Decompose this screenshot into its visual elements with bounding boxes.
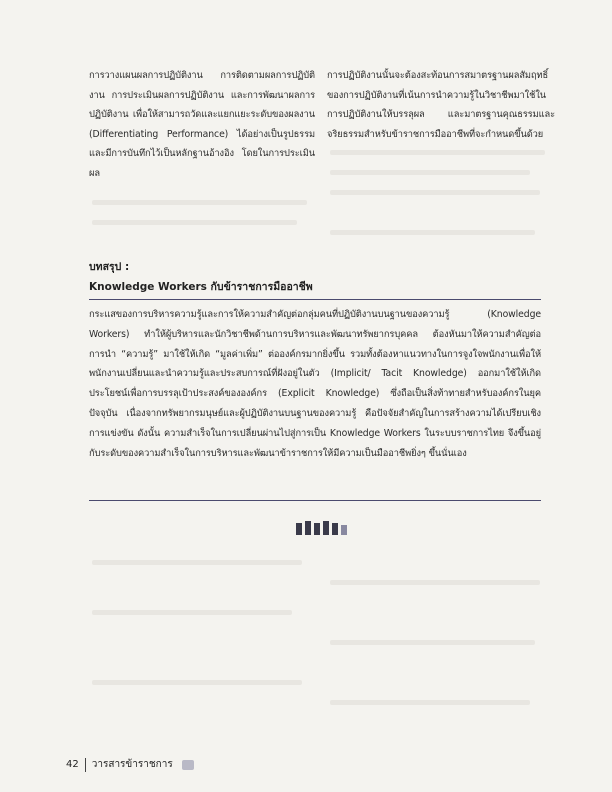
bleed-through-line bbox=[330, 190, 540, 195]
bleed-through-line bbox=[330, 700, 530, 705]
bleed-through-line bbox=[92, 560, 302, 565]
right-column-paragraph: การปฏิบัติงานนั้นจะต้องสะท้อนการสมาตรฐานผลสัมฤทธิ์ของการปฏิบัติงานที่เน้นการนำความรู้ในวิชาชีพมาใช้ในการปฏิบัติงานให้บรรลุผล และมาตรฐานคุณธรรมและจริยธรรมสำหรับข้าราชการมืออาชีพที่จะกำหนดขึ้นด้วย bbox=[327, 70, 555, 140]
journal-logo-icon bbox=[182, 760, 194, 770]
bleed-through-line bbox=[330, 150, 545, 155]
section-subtitle: Knowledge Workers กับข้าราชการมืออาชีพ bbox=[89, 281, 313, 293]
bleed-through-line bbox=[330, 230, 535, 235]
top-divider bbox=[89, 299, 541, 300]
section-ornament-icon bbox=[296, 521, 347, 535]
footer-separator bbox=[85, 758, 86, 772]
bleed-through-line bbox=[92, 200, 307, 205]
bleed-through-line bbox=[330, 640, 535, 645]
right-column bbox=[327, 66, 555, 144]
bleed-through-line bbox=[92, 610, 292, 615]
left-column bbox=[89, 66, 315, 183]
page-footer bbox=[66, 757, 194, 772]
bleed-through-line bbox=[330, 170, 530, 175]
bleed-through-line bbox=[92, 680, 302, 685]
bleed-through-line bbox=[92, 220, 297, 225]
left-column-paragraph: การวางแผนผลการปฏิบัติงาน การติดตามผลการปฏิบัติงาน การประเมินผลการปฏิบัติงาน และการพัฒนาผลการปฏิบัติงาน เพื่อให้สามารถวัดและแยกแยะระดับของผลงาน (Differentiating Performance) ได้อย่างเป็นรูปธรรม และมีการบันทึกไว้เป็นหลักฐานอ้างอิง โดยในการประเมินผล bbox=[89, 70, 315, 179]
bottom-divider bbox=[89, 500, 541, 501]
bleed-through-line bbox=[330, 580, 540, 585]
journal-name: วารสารข้าราชการ bbox=[91, 759, 173, 770]
section-title: บทสรุป : bbox=[89, 261, 130, 273]
summary-box bbox=[89, 305, 541, 463]
summary-paragraph: กระแสของการบริหารความรู้และการให้ความสำคัญต่อกลุ่มคนที่ปฏิบัติงานบนฐานของความรู้ (Knowledge Workers) ทำให้ผู้บริหารและนักวิชาชีพด้านการบริหารและพัฒนาทรัพยากรบุคคล ต้องหันมาให้ความสำคัญต่อการนำ “ความรู้” มาใช้ให้เกิด “มูลค่าเพิ่ม” ต่อองค์กรมากยิ่งขึ้น รวมทั้งต้องหาแนวทางในการจูงใจพนักงานเพื่อให้พนักงานเปลี่ยนและนำความรู้และประสบการณ์ที่ฝังอยู่ในตัว (Implicit/ Tacit Knowledge) ออกมาใช้ให้เกิดประโยชน์เพื่อการบรรลุเป้าประสงค์ขององค์กร (Explicit Knowledge) ซึ่งถือเป็นสิ่งท้าทายสำหรับองค์กรในยุคปัจจุบัน เนื่องจากทรัพยากรมนุษย์และผู้ปฏิบัติงานบนฐานของความรู้ คือปัจจัยสำคัญในการสร้างความได้เปรียบเชิงการแข่งขัน ดังนั้น ความสำเร็จในการเปลี่ยนผ่านไปสู่การเป็น Knowledge Workers ในระบบราชการไทย จึงขึ้นอยู่กับระดับของความสำเร็จในการบริหารและพัฒนาข้าราชการให้มีความเป็นมืออาชีพยิ่งๆ ขึ้นนั่นเอง bbox=[89, 309, 541, 459]
page-number: 42 bbox=[66, 759, 79, 770]
